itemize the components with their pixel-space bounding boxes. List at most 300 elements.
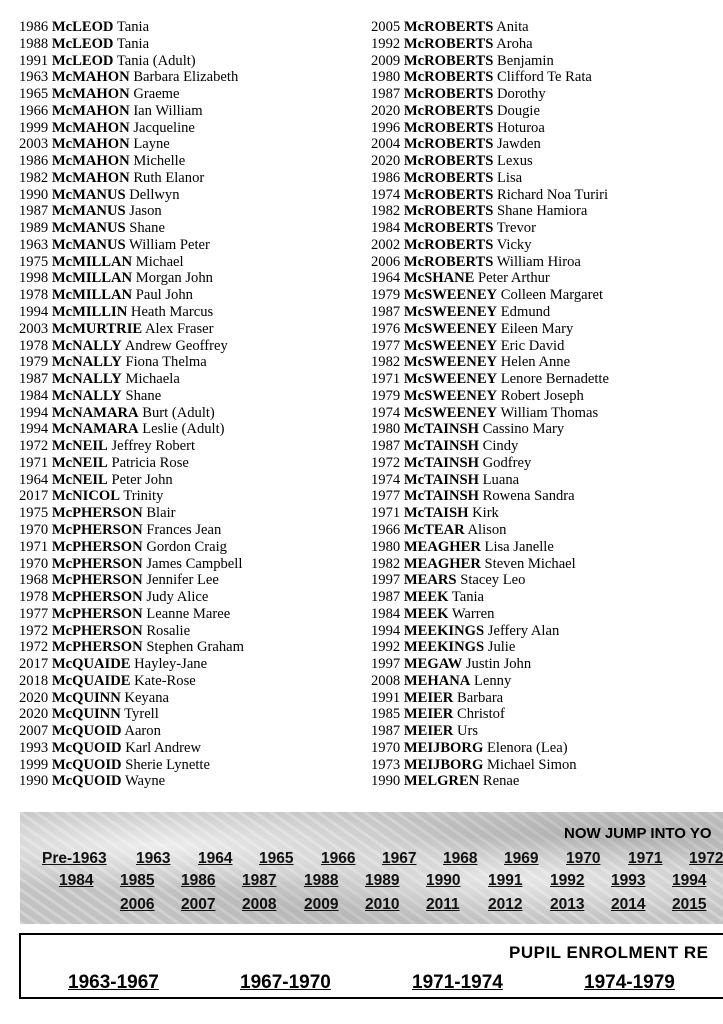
list-item bbox=[19, 254, 244, 271]
list-item bbox=[371, 572, 609, 589]
list-item bbox=[371, 488, 609, 505]
entry-year: 1991 bbox=[19, 52, 49, 69]
entry-surname: McSWEENEY bbox=[403, 337, 498, 354]
entry-given-names: Frances Jean bbox=[146, 521, 222, 538]
entry-surname: McSWEENEY bbox=[403, 304, 498, 321]
list-item bbox=[19, 220, 244, 237]
list-item bbox=[371, 589, 609, 606]
entry-given-names: Colleen Margaret bbox=[500, 287, 604, 304]
pupil-enrolment-box bbox=[19, 933, 723, 999]
entry-given-names: Ian William bbox=[133, 102, 203, 119]
entry-given-names: Dougie bbox=[497, 102, 540, 119]
entry-given-names: Jacqueline bbox=[133, 119, 195, 136]
list-item bbox=[371, 237, 609, 254]
year-link[interactable]: 1970 bbox=[566, 850, 601, 867]
entry-surname: McROBERTS bbox=[403, 153, 494, 170]
list-item bbox=[371, 773, 609, 790]
entry-year: 1972 bbox=[19, 622, 49, 639]
list-item bbox=[19, 673, 244, 690]
year-link[interactable]: 1988 bbox=[304, 872, 339, 889]
entry-year: 1979 bbox=[371, 287, 401, 304]
entry-surname: McROBERTS bbox=[403, 19, 494, 35]
list-item bbox=[19, 455, 244, 472]
list-item bbox=[371, 153, 609, 170]
year-link[interactable]: 1993 bbox=[611, 872, 646, 889]
entry-given-names: Dellwyn bbox=[129, 186, 180, 203]
entry-surname: McNALLY bbox=[51, 354, 122, 371]
entry-given-names: Benjamin bbox=[497, 52, 554, 69]
entry-year: 1987 bbox=[19, 371, 49, 388]
entry-given-names: Tyrell bbox=[124, 706, 159, 723]
entry-year: 1966 bbox=[371, 521, 401, 538]
list-item bbox=[19, 539, 244, 556]
list-item bbox=[19, 69, 244, 86]
entry-given-names: Tania bbox=[451, 589, 485, 606]
entry-surname: MEIJBORG bbox=[403, 739, 484, 756]
entry-given-names: Renae bbox=[482, 773, 520, 790]
entry-given-names: Shane Hamiora bbox=[497, 203, 588, 220]
entry-given-names: James Campbell bbox=[146, 555, 243, 572]
entry-surname: MELGREN bbox=[403, 773, 480, 790]
year-link[interactable]: Pre-1963 bbox=[42, 850, 107, 867]
entry-year: 2020 bbox=[19, 706, 49, 723]
year-link[interactable]: 1967 bbox=[382, 850, 417, 867]
entry-surname: MEIER bbox=[403, 723, 454, 740]
list-item bbox=[371, 455, 609, 472]
entry-surname: MEEKINGS bbox=[403, 639, 485, 656]
entry-surname: MEEK bbox=[403, 605, 449, 622]
year-link[interactable]: 1963 bbox=[136, 850, 171, 867]
entry-surname: McPHERSON bbox=[51, 622, 143, 639]
entry-year: 1970 bbox=[19, 555, 49, 572]
entry-surname: McROBERTS bbox=[403, 203, 494, 220]
year-link[interactable]: 2010 bbox=[365, 896, 400, 913]
entry-surname: McNICOL bbox=[51, 488, 120, 505]
year-link[interactable]: 1964 bbox=[198, 850, 233, 867]
entry-year: 1992 bbox=[371, 639, 401, 656]
list-item bbox=[19, 304, 244, 321]
list-item bbox=[371, 254, 609, 271]
entry-year: 1971 bbox=[19, 454, 49, 471]
entry-surname: McROBERTS bbox=[403, 102, 494, 119]
entry-year: 2003 bbox=[19, 136, 49, 153]
entry-given-names: Karl Andrew bbox=[125, 739, 202, 756]
entry-given-names: Kate-Rose bbox=[134, 672, 196, 689]
entry-year: 1977 bbox=[371, 337, 401, 354]
entry-given-names: Shane bbox=[125, 387, 162, 404]
entry-given-names: Lisa bbox=[497, 169, 523, 186]
entry-given-names: Kirk bbox=[472, 505, 499, 522]
enrolment-range-link[interactable]: 1967-1970 bbox=[240, 972, 331, 993]
entry-surname: McMURTRIE bbox=[51, 320, 143, 337]
entry-surname: McSWEENEY bbox=[403, 371, 498, 388]
entry-surname: McPHERSON bbox=[51, 521, 143, 538]
list-item bbox=[371, 522, 609, 539]
year-link[interactable]: 1987 bbox=[242, 872, 277, 889]
entry-given-names: Cindy bbox=[482, 438, 519, 455]
entry-surname: McROBERTS bbox=[403, 35, 494, 52]
entry-year: 1971 bbox=[371, 371, 401, 388]
entry-given-names: William Hiroa bbox=[496, 253, 581, 270]
entry-year: 1982 bbox=[371, 203, 401, 220]
list-item bbox=[19, 187, 244, 204]
entry-year: 1979 bbox=[371, 387, 401, 404]
list-item bbox=[19, 723, 244, 740]
entry-year: 1963 bbox=[19, 69, 49, 86]
list-item bbox=[19, 623, 244, 640]
entry-year: 2009 bbox=[371, 52, 401, 69]
list-item bbox=[371, 120, 609, 137]
entry-year: 1987 bbox=[371, 589, 401, 606]
entry-surname: McSWEENEY bbox=[403, 387, 498, 404]
entry-given-names: Eileen Mary bbox=[500, 320, 574, 337]
entry-given-names: Sherie Lynette bbox=[125, 756, 210, 773]
year-link[interactable]: 1986 bbox=[181, 872, 216, 889]
entry-year: 1973 bbox=[371, 756, 401, 773]
entry-given-names: Barbara Elizabeth bbox=[133, 69, 239, 86]
list-item bbox=[371, 304, 609, 321]
entry-given-names: Stephen Graham bbox=[146, 639, 244, 656]
entry-given-names: Cassino Mary bbox=[482, 421, 565, 438]
jump-title: NOW JUMP INTO YO bbox=[564, 825, 712, 842]
entry-given-names: Michelle bbox=[133, 153, 186, 170]
entry-surname: McSWEENEY bbox=[403, 404, 498, 421]
list-item bbox=[371, 388, 609, 405]
year-link[interactable]: 1984 bbox=[59, 872, 94, 889]
entry-surname: MEAGHER bbox=[403, 538, 481, 555]
entry-given-names: Morgan John bbox=[135, 270, 213, 287]
entry-surname: McLEOD bbox=[51, 35, 114, 52]
entry-given-names: Aaron bbox=[124, 723, 161, 740]
year-link[interactable]: 1969 bbox=[504, 850, 539, 867]
entry-year: 1997 bbox=[371, 656, 401, 673]
entry-surname: MEEK bbox=[403, 589, 449, 606]
enrolment-range-link[interactable]: 1971-1974 bbox=[412, 972, 503, 993]
entry-surname: McTAISH bbox=[403, 505, 469, 522]
entry-surname: McROBERTS bbox=[403, 69, 494, 86]
list-item bbox=[371, 69, 609, 86]
year-link[interactable]: 1972 bbox=[689, 850, 723, 867]
entry-surname: McROBERTS bbox=[403, 119, 494, 136]
entry-year: 1994 bbox=[19, 421, 49, 438]
list-item bbox=[19, 153, 244, 170]
entry-given-names: Luana bbox=[482, 471, 520, 488]
year-link[interactable]: 2007 bbox=[181, 896, 216, 913]
list-item bbox=[19, 472, 244, 489]
list-item bbox=[19, 36, 244, 53]
entry-year: 1999 bbox=[19, 119, 49, 136]
entry-given-names: Hoturoa bbox=[497, 119, 545, 136]
entry-surname: McQUAIDE bbox=[51, 656, 131, 673]
list-item bbox=[19, 237, 244, 254]
list-item bbox=[19, 488, 244, 505]
year-link[interactable]: 2011 bbox=[426, 896, 460, 913]
list-item bbox=[371, 438, 609, 455]
entry-year: 1982 bbox=[19, 169, 49, 186]
entry-surname: McSWEENEY bbox=[403, 287, 498, 304]
list-item bbox=[19, 338, 244, 355]
entry-surname: McMANUS bbox=[51, 236, 126, 253]
entry-given-names: Paul John bbox=[135, 287, 193, 304]
entry-given-names: Jennifer Lee bbox=[146, 572, 219, 589]
entry-given-names: Jeffrey Robert bbox=[111, 438, 196, 455]
year-link[interactable]: 1965 bbox=[259, 850, 294, 867]
list-item bbox=[19, 438, 244, 455]
entry-year: 1974 bbox=[371, 471, 401, 488]
list-item bbox=[371, 203, 609, 220]
list-item bbox=[19, 170, 244, 187]
entry-given-names: Hayley-Jane bbox=[134, 656, 208, 673]
list-item bbox=[371, 757, 609, 774]
list-item bbox=[19, 136, 244, 153]
list-item bbox=[371, 656, 609, 673]
entry-given-names: Tania bbox=[116, 35, 150, 52]
list-item bbox=[371, 220, 609, 237]
entry-surname: McMANUS bbox=[51, 220, 126, 237]
entry-surname: McPHERSON bbox=[51, 605, 143, 622]
entry-year: 1984 bbox=[371, 220, 401, 237]
entry-given-names: Jawden bbox=[497, 136, 541, 153]
entry-year: 1987 bbox=[371, 86, 401, 103]
list-item bbox=[371, 136, 609, 153]
list-item bbox=[19, 589, 244, 606]
list-item bbox=[371, 740, 609, 757]
entry-given-names: Burt (Adult) bbox=[142, 404, 215, 421]
entry-year: 1980 bbox=[371, 421, 401, 438]
entry-given-names: Rosalie bbox=[146, 622, 191, 639]
list-item bbox=[19, 421, 244, 438]
entry-surname: McROBERTS bbox=[403, 236, 494, 253]
entry-given-names: Leanne Maree bbox=[146, 605, 231, 622]
list-item bbox=[371, 505, 609, 522]
entry-surname: McQUOID bbox=[51, 756, 122, 773]
list-item bbox=[371, 287, 609, 304]
entry-given-names: Robert Joseph bbox=[500, 387, 584, 404]
year-link[interactable]: 2014 bbox=[611, 896, 646, 913]
entry-given-names: Christof bbox=[456, 706, 505, 723]
entry-surname: McMANUS bbox=[51, 203, 126, 220]
enrolment-range-link[interactable]: 1974-1979 bbox=[584, 972, 675, 993]
entry-surname: McQUINN bbox=[51, 689, 121, 706]
entry-surname: McPHERSON bbox=[51, 505, 143, 522]
list-item bbox=[19, 203, 244, 220]
entry-given-names: Alex Fraser bbox=[144, 320, 214, 337]
entry-given-names: Rowena Sandra bbox=[482, 488, 575, 505]
entry-given-names: Edmund bbox=[500, 304, 551, 321]
entry-surname: McSHANE bbox=[403, 270, 475, 287]
year-link[interactable]: 1989 bbox=[365, 872, 400, 889]
list-item bbox=[19, 656, 244, 673]
entry-year: 1974 bbox=[371, 404, 401, 421]
list-item bbox=[19, 120, 244, 137]
entry-year: 1972 bbox=[19, 438, 49, 455]
list-item bbox=[19, 572, 244, 589]
entry-given-names: Lenore Bernadette bbox=[500, 371, 609, 388]
entry-given-names: Lexus bbox=[497, 153, 533, 170]
list-item bbox=[19, 606, 244, 623]
entry-given-names: Judy Alice bbox=[146, 589, 209, 606]
list-item bbox=[19, 556, 244, 573]
entry-year: 2005 bbox=[371, 19, 401, 35]
entry-surname: McNALLY bbox=[51, 387, 122, 404]
entry-year: 1977 bbox=[19, 605, 49, 622]
entry-given-names: Graeme bbox=[133, 86, 180, 103]
entry-surname: MEEKINGS bbox=[403, 622, 485, 639]
entry-surname: McMAHON bbox=[51, 169, 130, 186]
entry-year: 1982 bbox=[371, 354, 401, 371]
list-item bbox=[19, 740, 244, 757]
year-link[interactable]: 1992 bbox=[550, 872, 585, 889]
list-item bbox=[19, 690, 244, 707]
list-item bbox=[371, 187, 609, 204]
year-link[interactable]: 1990 bbox=[426, 872, 461, 889]
entry-surname: McNEIL bbox=[51, 471, 108, 488]
year-link[interactable]: 2012 bbox=[488, 896, 523, 913]
entry-year: 1966 bbox=[19, 102, 49, 119]
entry-surname: McTAINSH bbox=[403, 471, 479, 488]
list-item bbox=[371, 270, 609, 287]
entry-given-names: Michael bbox=[135, 253, 184, 270]
entry-given-names: Ruth Elanor bbox=[133, 169, 205, 186]
year-link[interactable]: 1971 bbox=[628, 850, 663, 867]
entry-year: 1990 bbox=[19, 186, 49, 203]
entry-given-names: Gordon Craig bbox=[146, 538, 227, 555]
entry-given-names: Shane bbox=[129, 220, 165, 237]
entry-given-names: Lisa Janelle bbox=[484, 538, 554, 555]
entry-given-names: Heath Marcus bbox=[130, 304, 214, 321]
entry-year: 2008 bbox=[371, 672, 401, 689]
entry-year: 1986 bbox=[19, 153, 49, 170]
year-link[interactable]: 2015 bbox=[672, 896, 707, 913]
entry-surname: McTAINSH bbox=[403, 488, 479, 505]
entry-surname: McROBERTS bbox=[403, 52, 494, 69]
year-jump-panel bbox=[20, 812, 723, 924]
entry-given-names: Elenora (Lea) bbox=[486, 739, 568, 756]
entry-given-names: Blair bbox=[146, 505, 176, 522]
list-item bbox=[19, 405, 244, 422]
year-link[interactable]: 2009 bbox=[304, 896, 339, 913]
list-item bbox=[19, 53, 244, 70]
year-link[interactable]: 1968 bbox=[443, 850, 478, 867]
entry-year: 2017 bbox=[19, 656, 49, 673]
year-link[interactable]: 2006 bbox=[120, 896, 155, 913]
entry-year: 1963 bbox=[19, 236, 49, 253]
entry-surname: MEIJBORG bbox=[403, 756, 484, 773]
list-item bbox=[371, 556, 609, 573]
year-link[interactable]: 1991 bbox=[488, 872, 523, 889]
entry-year: 1996 bbox=[371, 119, 401, 136]
year-link[interactable]: 2008 bbox=[242, 896, 277, 913]
entry-year: 2004 bbox=[371, 136, 401, 153]
list-item bbox=[371, 338, 609, 355]
entry-surname: McROBERTS bbox=[403, 136, 494, 153]
entry-given-names: Urs bbox=[456, 723, 479, 740]
entry-surname: McPHERSON bbox=[51, 589, 143, 606]
entry-year: 1968 bbox=[19, 572, 49, 589]
entry-surname: McLEOD bbox=[51, 52, 114, 69]
list-item bbox=[19, 639, 244, 656]
entry-surname: McROBERTS bbox=[403, 220, 494, 237]
entry-given-names: Vicky bbox=[496, 236, 532, 253]
list-item bbox=[371, 421, 609, 438]
list-item bbox=[371, 371, 609, 388]
entry-year: 1976 bbox=[371, 320, 401, 337]
entry-year: 1975 bbox=[19, 505, 49, 522]
entry-surname: McNEIL bbox=[51, 454, 108, 471]
entry-surname: McROBERTS bbox=[403, 169, 494, 186]
enrolment-range-link[interactable]: 1963-1967 bbox=[68, 972, 159, 993]
entry-surname: McNAMARA bbox=[51, 421, 139, 438]
entry-given-names: Michael Simon bbox=[486, 756, 577, 773]
entry-surname: MEAGHER bbox=[403, 555, 481, 572]
pupil-enrolment-title: PUPIL ENROLMENT RE bbox=[509, 943, 709, 962]
entry-surname: McNALLY bbox=[51, 337, 122, 354]
entry-surname: McMILLAN bbox=[51, 287, 133, 304]
entry-given-names: Justin John bbox=[465, 656, 532, 673]
entry-year: 2020 bbox=[371, 153, 401, 170]
entry-year: 1998 bbox=[19, 270, 49, 287]
entry-surname: McMAHON bbox=[51, 153, 130, 170]
year-link[interactable]: 2013 bbox=[550, 896, 585, 913]
entry-given-names: Eric David bbox=[500, 337, 565, 354]
entry-year: 1989 bbox=[19, 220, 49, 237]
entry-surname: McROBERTS bbox=[403, 186, 494, 203]
entry-year: 1987 bbox=[371, 723, 401, 740]
entry-year: 1978 bbox=[19, 589, 49, 606]
entry-given-names: Barbara bbox=[456, 689, 504, 706]
entry-given-names: Michaela bbox=[125, 371, 180, 388]
entry-given-names: Patricia Rose bbox=[111, 454, 189, 471]
list-item bbox=[371, 539, 609, 556]
list-item bbox=[19, 505, 244, 522]
entry-given-names: Tania (Adult) bbox=[116, 52, 196, 69]
entry-given-names: Wayne bbox=[124, 773, 166, 790]
entry-year: 2002 bbox=[371, 236, 401, 253]
year-link[interactable]: 1966 bbox=[321, 850, 356, 867]
entry-surname: McROBERTS bbox=[403, 86, 494, 103]
entry-given-names: Stacey Leo bbox=[460, 572, 526, 589]
entry-year: 1994 bbox=[371, 622, 401, 639]
list-item bbox=[371, 354, 609, 371]
entry-year: 1987 bbox=[19, 203, 49, 220]
entry-surname: McTAINSH bbox=[403, 438, 479, 455]
entry-surname: McPHERSON bbox=[51, 538, 143, 555]
list-item bbox=[371, 321, 609, 338]
entry-year: 1999 bbox=[19, 756, 49, 773]
year-link[interactable]: 1985 bbox=[120, 872, 155, 889]
entry-year: 1964 bbox=[19, 471, 49, 488]
entry-surname: McTEAR bbox=[403, 521, 465, 538]
entry-surname: McMAHON bbox=[51, 86, 130, 103]
list-item bbox=[19, 706, 244, 723]
entry-year: 1986 bbox=[19, 19, 49, 35]
year-link[interactable]: 1994 bbox=[672, 872, 707, 889]
entry-given-names: Jeffery Alan bbox=[487, 622, 560, 639]
entry-year: 2007 bbox=[19, 723, 49, 740]
entry-year: 1990 bbox=[371, 773, 401, 790]
entry-given-names: Aroha bbox=[496, 35, 533, 52]
entry-surname: McQUOID bbox=[51, 739, 122, 756]
list-item bbox=[19, 522, 244, 539]
entry-given-names: Warren bbox=[451, 605, 495, 622]
list-item bbox=[371, 86, 609, 103]
list-item bbox=[371, 723, 609, 740]
entry-surname: McTAINSH bbox=[403, 454, 479, 471]
entry-surname: MEIER bbox=[403, 689, 454, 706]
entry-given-names: Dorothy bbox=[497, 86, 546, 103]
entry-year: 1997 bbox=[371, 572, 401, 589]
entry-year: 1984 bbox=[371, 605, 401, 622]
